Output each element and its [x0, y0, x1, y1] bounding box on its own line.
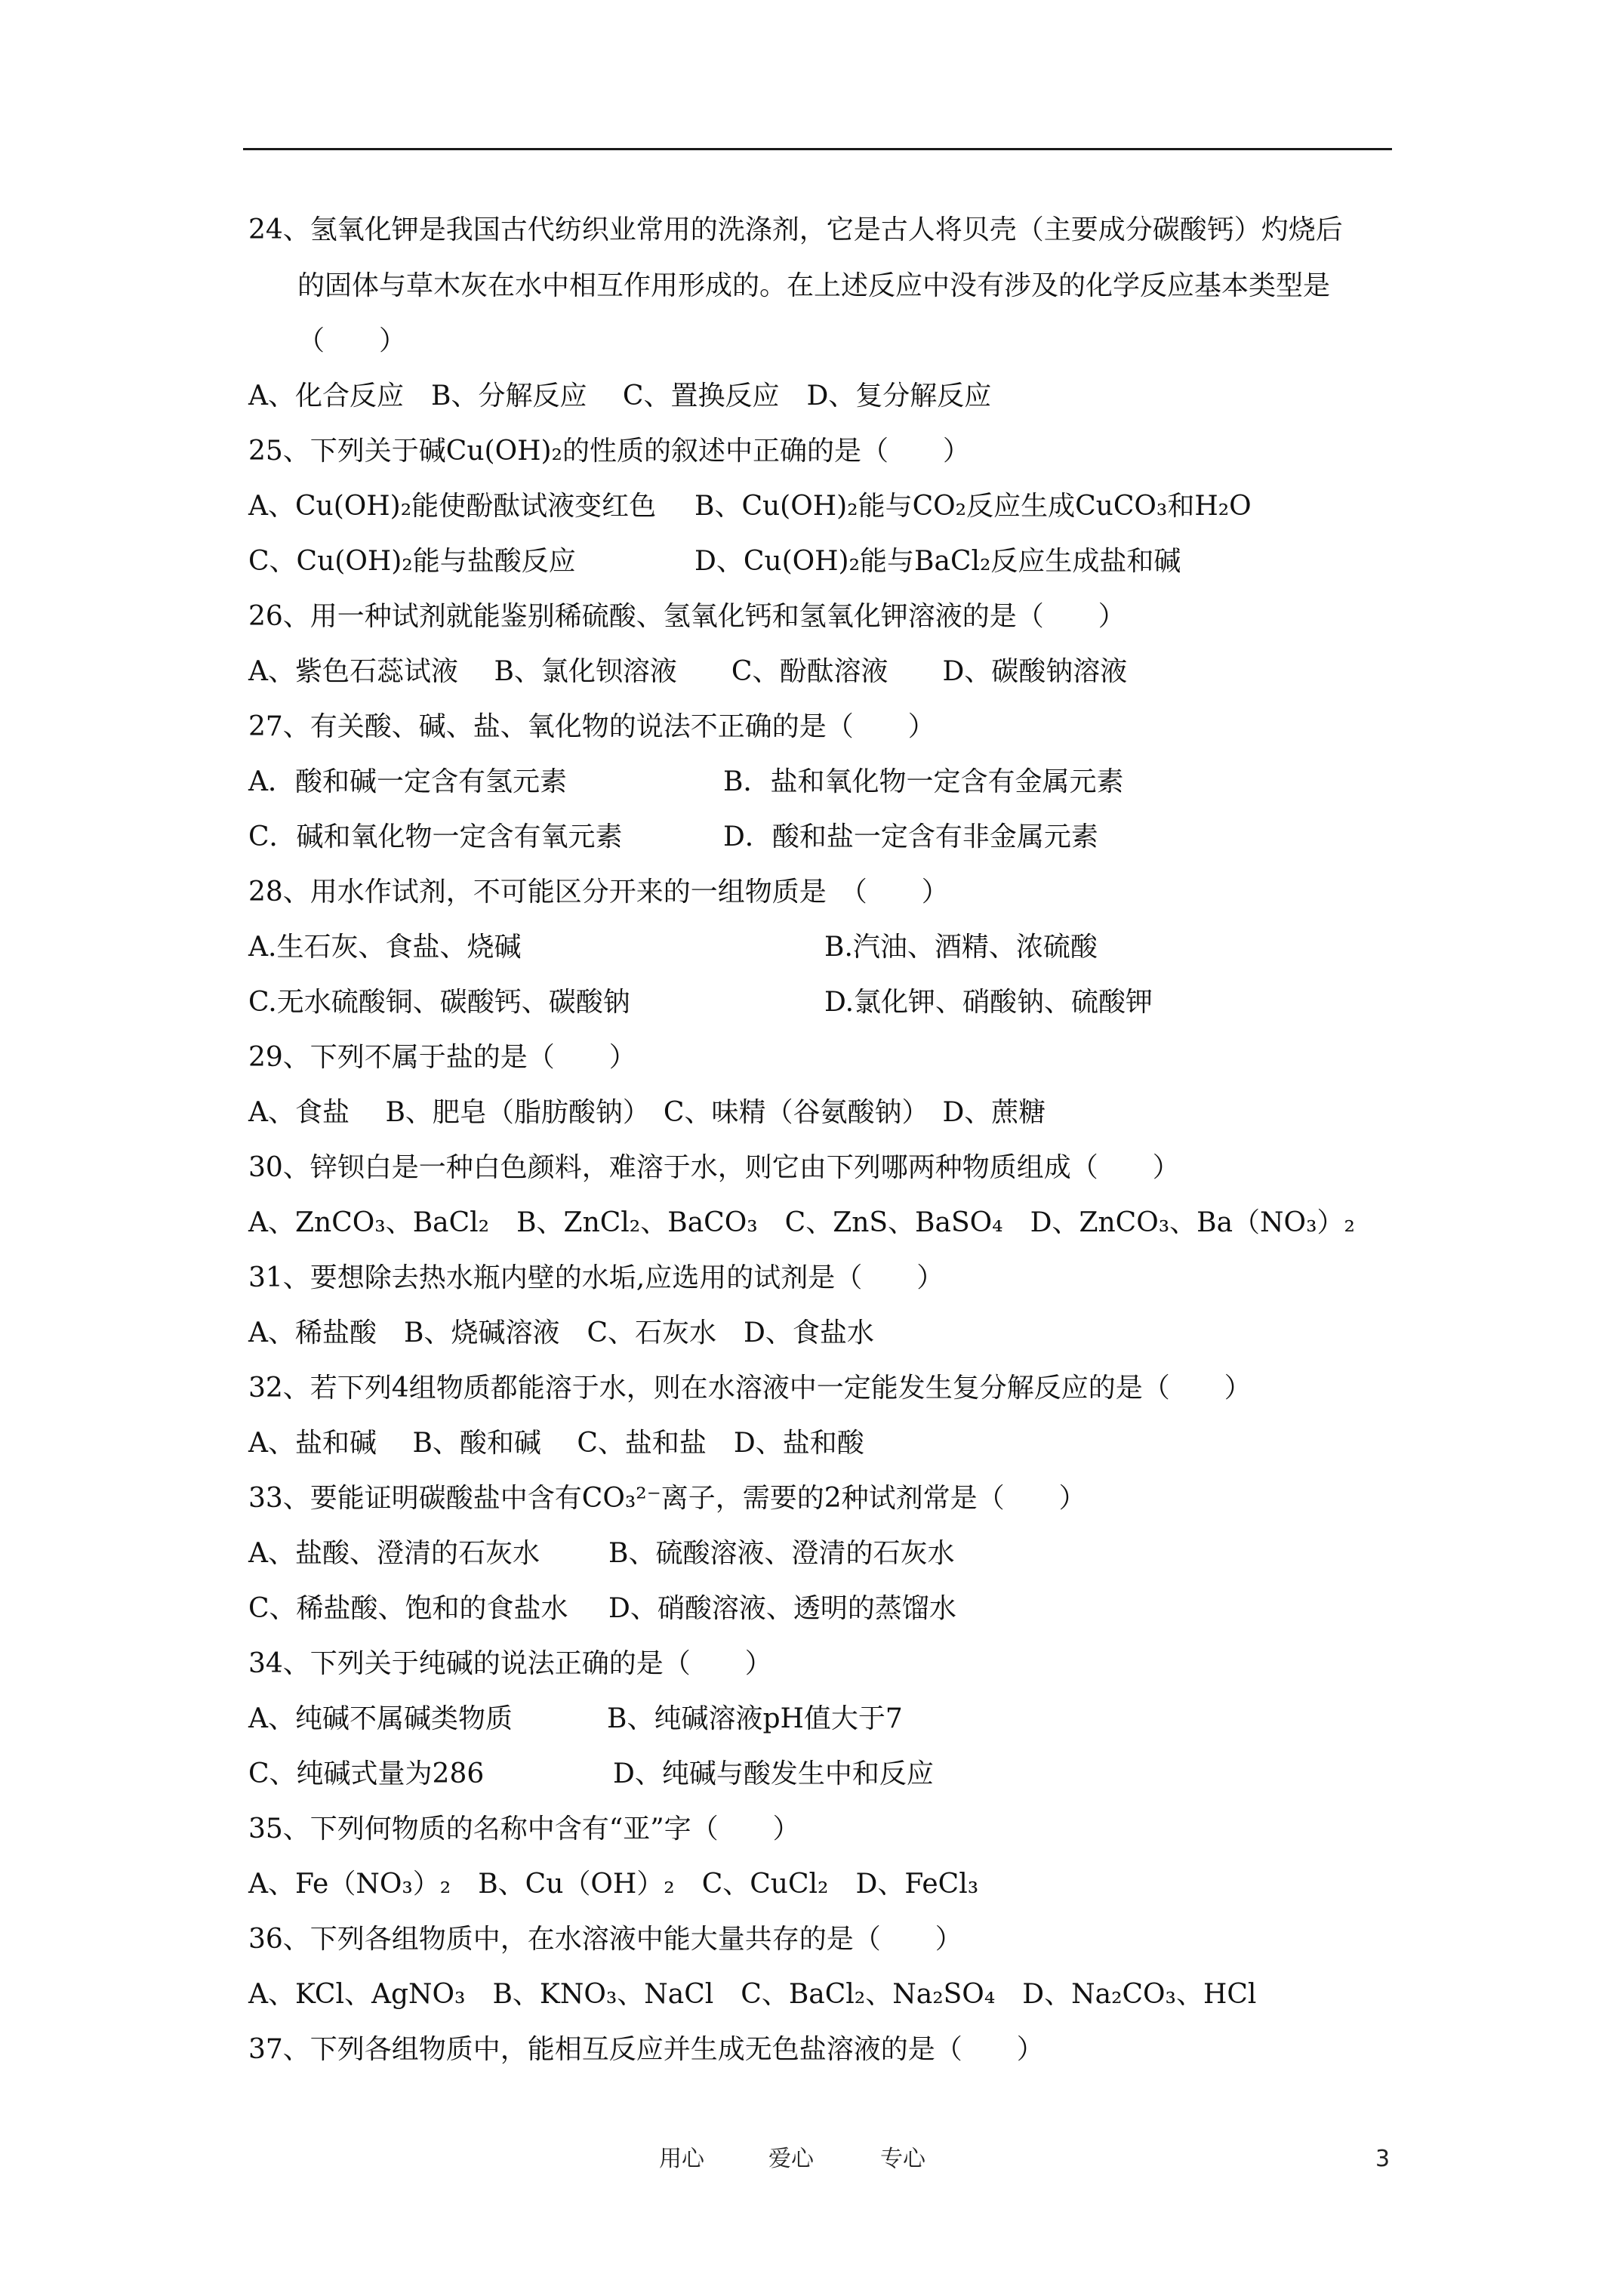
q25-option-d: D、Cu(OH)₂能与BaCl₂反应生成盐和碱: [694, 546, 1181, 577]
q30-options: A、ZnCO₃、BaCl₂ B、ZnCl₂、BaCO₃ C、ZnS、BaSO₄ D、ZnCO₃、Ba（NO₃）₂: [248, 1207, 1355, 1238]
q27-stem: 27、有关酸、碱、盐、氧化物的说法不正确的是（ ）: [248, 711, 935, 742]
q34-option-a: A、纯碱不属碱类物质: [248, 1703, 513, 1734]
q27-option-c: C．碱和氧化物一定含有氧元素: [248, 821, 623, 852]
q24-stem-line1: 24、氢氧化钾是我国古代纺织业常用的洗涤剂，它是古人将贝壳（主要成分碳酸钙）灼烧后: [248, 214, 1343, 245]
q34-option-d: D、纯碱与酸发生中和反应: [613, 1758, 934, 1789]
footer-motto-right: 专心: [880, 2146, 925, 2172]
q27-option-d: D．酸和盐一定含有非金属元素: [723, 821, 1098, 852]
q33-stem: 33、要能证明碳酸盐中含有CO₃²⁻离子，需要的2种试剂常是（ ）: [248, 1483, 1086, 1514]
q35-options: A、Fe（NO₃）₂ B、Cu（OH）₂ C、CuCl₂ D、FeCl₃: [248, 1869, 979, 1900]
q34-stem: 34、下列关于纯碱的说法正确的是（ ）: [248, 1648, 772, 1679]
q35-stem: 35、下列何物质的名称中含有“亚”字（ ）: [248, 1814, 800, 1845]
q29-stem: 29、下列不属于盐的是（ ）: [248, 1042, 636, 1073]
q25-option-b: B、Cu(OH)₂能与CO₂反应生成CuCO₃和H₂O: [694, 491, 1252, 522]
q34-option-c: C、纯碱式量为286: [248, 1758, 485, 1789]
q33-option-d: D、硝酸溶液、透明的蒸馏水: [608, 1593, 956, 1624]
q31-options: A、稀盐酸 B、烧碱溶液 C、石灰水 D、食盐水: [248, 1318, 874, 1348]
q24-answer-bracket: （ ）: [297, 325, 407, 356]
q27-option-b: B．盐和氧化物一定含有金属元素: [723, 766, 1124, 797]
q34-option-b: B、纯碱溶液pH值大于7: [607, 1703, 903, 1734]
q26-stem: 26、用一种试剂就能鉴别稀硫酸、氢氧化钙和氢氧化钾溶液的是（ ）: [248, 601, 1126, 632]
page-number: 3: [1375, 2146, 1390, 2172]
q33-option-c: C、稀盐酸、饱和的食盐水: [248, 1593, 568, 1624]
q36-stem: 36、下列各组物质中，在水溶液中能大量共存的是（ ）: [248, 1924, 962, 1955]
q33-option-b: B、硫酸溶液、澄清的石灰水: [608, 1538, 955, 1569]
q32-options: A、盐和碱 B、酸和碱 C、盐和盐 D、盐和酸: [248, 1428, 864, 1459]
q26-options: A、紫色石蕊试液 B、氯化钡溶液 C、酚酞溶液 D、碳酸钠溶液: [248, 656, 1128, 687]
q28-option-c: C.无水硫酸铜、碳酸钙、碳酸钠: [248, 987, 630, 1018]
header-rule: [243, 148, 1392, 150]
q24-stem-line2: 的固体与草木灰在水中相互作用形成的。在上述反应中没有涉及的化学反应基本类型是: [297, 270, 1331, 301]
q31-stem: 31、要想除去热水瓶内壁的水垢,应选用的试剂是（ ）: [248, 1262, 944, 1293]
footer-motto-left: 用心: [659, 2146, 704, 2172]
q27-option-a: A．酸和碱一定含有氢元素: [248, 766, 567, 797]
q32-stem: 32、若下列4组物质都能溶于水，则在水溶液中一定能发生复分解反应的是（ ）: [248, 1373, 1252, 1404]
q24-options: A、化合反应 B、分解反应 C、置换反应 D、复分解反应: [248, 381, 992, 411]
q28-option-b: B.汽油、酒精、浓硫酸: [824, 932, 1098, 963]
q37-stem: 37、下列各组物质中，能相互反应并生成无色盐溶液的是（ ）: [248, 2034, 1044, 2065]
footer-motto-middle: 爱心: [768, 2146, 814, 2172]
q25-stem: 25、下列关于碱Cu(OH)₂的性质的叙述中正确的是（ ）: [248, 436, 970, 467]
q30-stem: 30、锌钡白是一种白色颜料，难溶于水，则它由下列哪两种物质组成（ ）: [248, 1152, 1180, 1183]
q28-stem: 28、用水作试剂，不可能区分开来的一组物质是 （ ）: [248, 877, 949, 908]
q33-option-a: A、盐酸、澄清的石灰水: [248, 1538, 540, 1569]
q28-option-a: A.生石灰、食盐、烧碱: [248, 932, 522, 963]
q29-options: A、食盐 B、肥皂（脂肪酸钠） C、味精（谷氨酸钠） D、蔗糖: [248, 1097, 1046, 1128]
q25-option-a: A、Cu(OH)₂能使酚酞试液变红色: [248, 491, 657, 522]
q28-option-d: D.氯化钾、硝酸钠、硫酸钾: [824, 987, 1153, 1018]
q25-option-c: C、Cu(OH)₂能与盐酸反应: [248, 546, 576, 577]
q36-options: A、KCl、AgNO₃ B、KNO₃、NaCl C、BaCl₂、Na₂SO₄ D、Na₂CO₃、HCl: [248, 1979, 1257, 2010]
